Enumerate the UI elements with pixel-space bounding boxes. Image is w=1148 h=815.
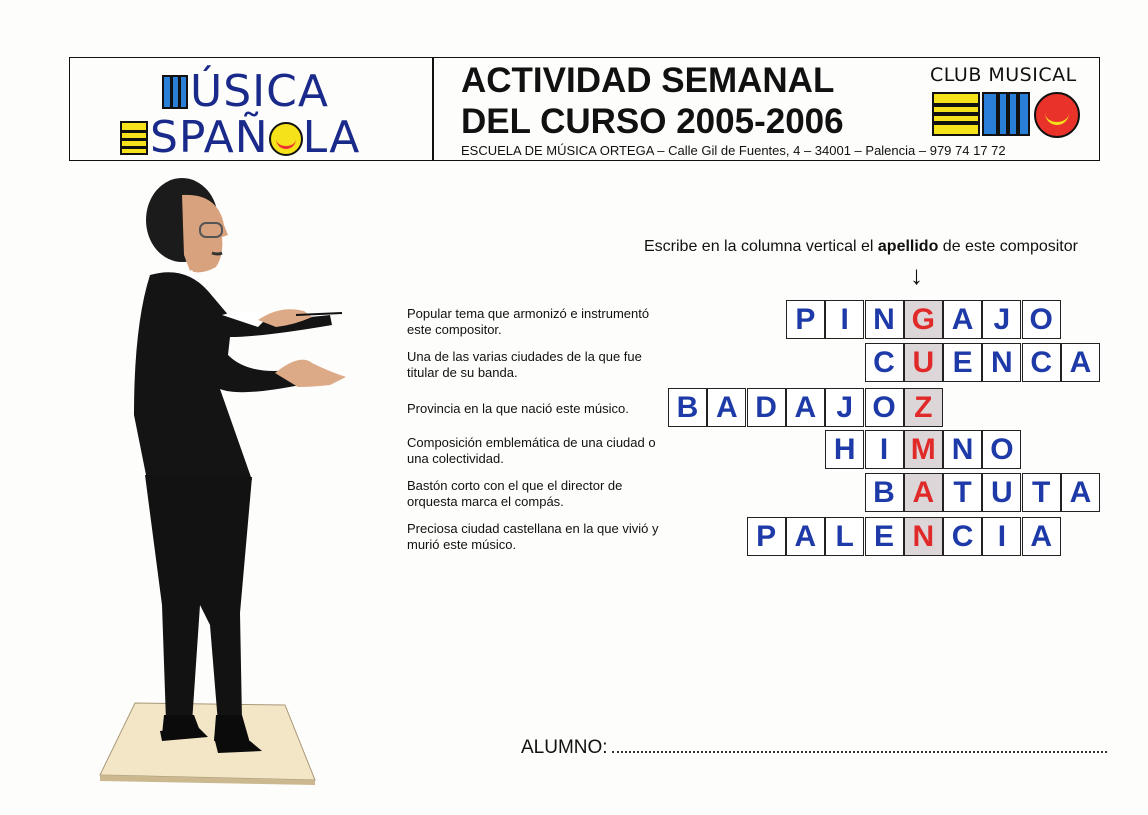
crossword-cell[interactable]: N <box>982 343 1021 382</box>
logo-line-2: SPAÑ LA <box>120 116 360 160</box>
piano-keys-icon <box>120 121 148 155</box>
crossword-cell[interactable]: C <box>865 343 904 382</box>
crossword-cell[interactable]: A <box>1022 517 1061 556</box>
crossword-cell[interactable]: A <box>707 388 746 427</box>
crossword-cell[interactable]: A <box>786 388 825 427</box>
down-arrow-icon: ↓ <box>910 260 923 290</box>
crossword-cell[interactable]: E <box>943 343 982 382</box>
crossword-cell[interactable]: P <box>747 517 786 556</box>
club-musical-logo <box>930 64 1090 144</box>
crossword-cell[interactable]: A <box>1061 473 1100 512</box>
conductor-illustration <box>90 175 360 790</box>
crossword-cell[interactable]: N <box>865 300 904 339</box>
clue-item: Composición emblemática de una ciudad o una colectividad. <box>407 435 656 466</box>
crossword-cell[interactable]: A <box>786 517 825 556</box>
title-line-1: ACTIVIDAD SEMANAL <box>461 61 835 100</box>
smiley-icon <box>1034 92 1080 138</box>
student-name-field[interactable] <box>612 737 1107 753</box>
crossword-cell[interactable]: U <box>904 343 943 382</box>
crossword-cell[interactable]: C <box>943 517 982 556</box>
crossword-cell[interactable]: E <box>865 517 904 556</box>
clue-item: Bastón corto con el que el director de orquesta marca el compás. <box>407 478 623 509</box>
crossword-cell[interactable]: T <box>1022 473 1061 512</box>
crossword-cell[interactable]: M <box>904 430 943 469</box>
club-label: CLUB MUSICAL <box>930 64 1077 86</box>
piano-keys-icon <box>932 92 980 136</box>
crossword-cell[interactable]: Z <box>904 388 943 427</box>
logo-line-1: ÚSICA <box>162 70 329 114</box>
crossword-cell[interactable]: P <box>786 300 825 339</box>
crossword-cell[interactable]: N <box>943 430 982 469</box>
crossword-cell[interactable]: A <box>1061 343 1100 382</box>
instruction-text: Escribe en la columna vertical el apellido de este compositor <box>644 238 1078 255</box>
header-banner <box>69 57 1100 161</box>
crossword-cell[interactable]: A <box>904 473 943 512</box>
crossword-cell[interactable]: A <box>943 300 982 339</box>
crossword-cell[interactable]: T <box>943 473 982 512</box>
clue-item: Popular tema que armonizó e instrumentó este compositor. <box>407 306 650 337</box>
smiley-icon <box>269 122 303 156</box>
crossword-cell[interactable]: N <box>904 517 943 556</box>
crossword-cell[interactable]: G <box>904 300 943 339</box>
crossword-cell[interactable]: B <box>865 473 904 512</box>
crossword-cell[interactable]: U <box>982 473 1021 512</box>
clue-item: Provincia en la que nació este músico. <box>407 401 629 416</box>
school-address: ESCUELA DE MÚSICA ORTEGA – Calle Gil de Fuentes, 4 – 34001 – Palencia – 979 74 17 72 <box>461 143 1006 158</box>
piano-keys-icon <box>162 75 188 109</box>
piano-keys-icon <box>982 92 1030 136</box>
crossword-cell[interactable]: I <box>865 430 904 469</box>
crossword-cell[interactable]: J <box>825 388 864 427</box>
crossword-cell[interactable]: I <box>982 517 1021 556</box>
crossword-cell[interactable]: C <box>1022 343 1061 382</box>
crossword-cell[interactable]: O <box>865 388 904 427</box>
student-name-line: ALUMNO: <box>521 737 1107 759</box>
crossword-cell[interactable]: J <box>982 300 1021 339</box>
crossword-cell[interactable]: O <box>1022 300 1061 339</box>
crossword-cell[interactable]: L <box>825 517 864 556</box>
crossword-cell[interactable]: I <box>825 300 864 339</box>
header-divider <box>432 58 434 160</box>
clue-item: Preciosa ciudad castellana en la que vivió y murió este músico. <box>407 521 659 552</box>
clue-item: Una de las varias ciudades de la que fue titular de su banda. <box>407 349 642 380</box>
crossword-cell[interactable]: D <box>747 388 786 427</box>
title-line-2: DEL CURSO 2005-2006 <box>461 102 844 141</box>
crossword-cell[interactable]: O <box>982 430 1021 469</box>
musica-espanola-logo <box>70 58 432 163</box>
crossword-cell[interactable]: H <box>825 430 864 469</box>
crossword-cell[interactable]: B <box>668 388 707 427</box>
